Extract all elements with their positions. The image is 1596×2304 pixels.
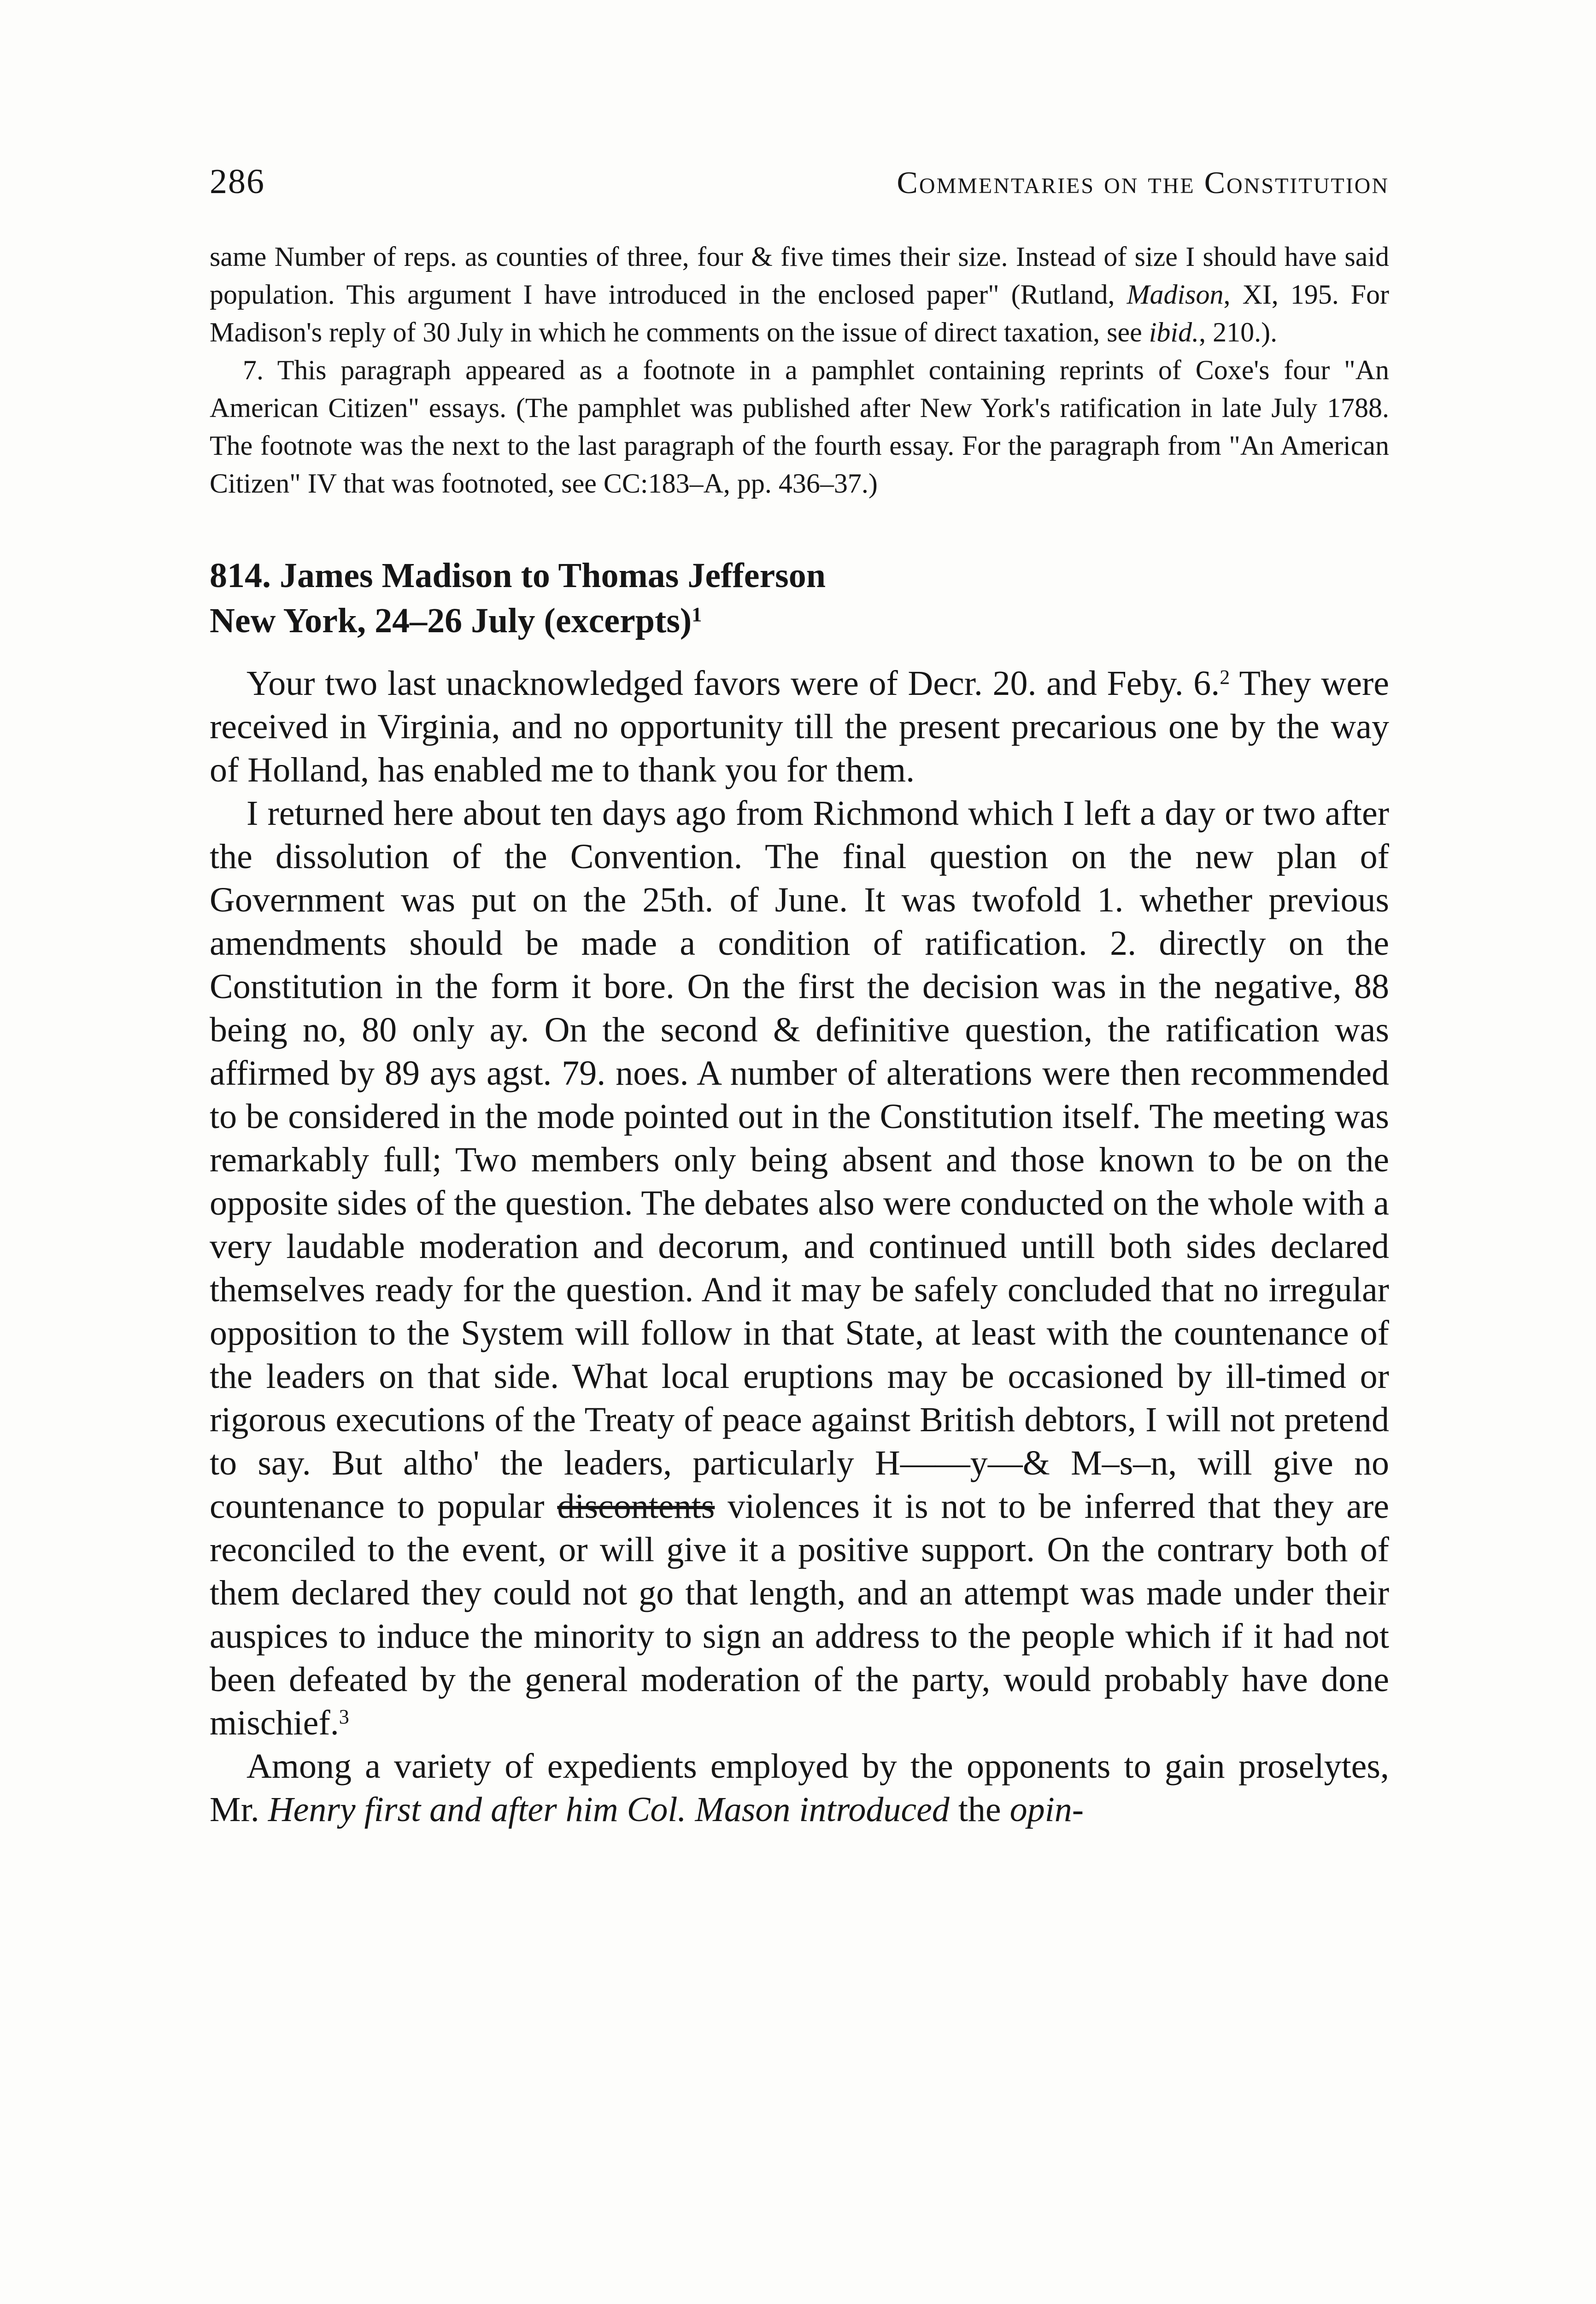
document-title: 814. James Madison to Thomas Jefferson	[210, 556, 826, 595]
struck-word: discontents	[557, 1487, 715, 1526]
page-number: 286	[210, 162, 265, 201]
footnotes	[210, 238, 1389, 502]
note-reference: 3	[339, 1705, 349, 1728]
footnote-6-continuation: same Number of reps. as counties of three, four & five times their size. Instead of size I should have said population. This argument I have introduced in the enclosed paper" (Rutland, Madison, XI, 195. For Madison's reply of 30 July in which he comments on the issue of direct taxation, see ibid., 210.).	[210, 241, 1389, 347]
footnote-7: 7. This paragraph appeared as a footnote in a pamphlet containing reprints of Coxe's four "An American Citizen" essays. (The pamphlet was published after New York's ratification in late July 1788. The footnote was the next to the last paragraph of the fourth essay. For the paragraph from "An American Citizen" IV that was footnoted, see CC:183–A, pp. 436–37.)	[210, 355, 1389, 499]
citation-italic: ibid.	[1149, 317, 1199, 347]
note-reference: 2	[1220, 665, 1230, 688]
emphasis: Henry first and after him Col. Mason introduced	[268, 1790, 950, 1829]
letter-body	[210, 662, 1389, 1831]
page	[210, 164, 1389, 1831]
citation-italic: Madison	[1127, 279, 1224, 310]
paragraph-3: Among a variety of expedients employed by the opponents to gain proselytes, Mr. Henry first and after him Col. Mason introduced the opin-	[210, 1747, 1389, 1829]
emphasis: opin-	[1009, 1790, 1084, 1829]
paragraph-1: Your two last unacknowledged favors were of Decr. 20. and Feby. 6.$^2$ They were received in Virginia, and no opportunity till the present precarious one by the way of Holland, has enabled me to thank you for them.	[210, 664, 1389, 789]
running-title: Commentaries on the Constitution	[897, 165, 1389, 200]
paragraph-2: I returned here about ten days ago from Richmond which I left a day or two after the dissolution of the Convention. The final question on the new plan of Government was put on the 25th. of June. It was twofold 1. whether previous amendments should be made a condition of ratification. 2. directly on the Constitution in the form it bore. On the first the decision was in the negative, 88 being no, 80 only ay. On the second & definitive question, the ratification was affirmed by 89 ays agst. 79. noes. A number of alterations were then recommended to be considered in the mode pointed out in the Constitution itself. The meeting was remarkably full; Two members only being absent and those known to be on the opposite sides of the question. The debates also were conducted on the whole with a very laudable moderation and decorum, and continued untill both sides declared themselves ready for the question. And it may be safely concluded that no irregular opposition to the System will follow in that State, at least with the countenance of the leaders on that side. What local eruptions may be occasioned by ill-timed or rigorous executions of the Treaty of peace against British debtors, I will not pretend to say. But altho' the leaders, particularly H——y—& M–s–n, will give no countenance to popular discontents violences it is not to be inferred that they are reconciled to the event, or will give it a positive support. On the contrary both of them declared they could not go that length, and an attempt was made under their auspices to induce the minority to sign an address to the people which if it had not been defeated by the general moderation of the party, would probably have done mischief.$^3$	[210, 794, 1389, 1742]
document-dateline: New York, 24–26 July (excerpts)$^1$	[210, 601, 702, 640]
note-reference: 1	[692, 603, 702, 626]
document-heading	[210, 553, 1389, 643]
running-head	[210, 164, 1389, 219]
